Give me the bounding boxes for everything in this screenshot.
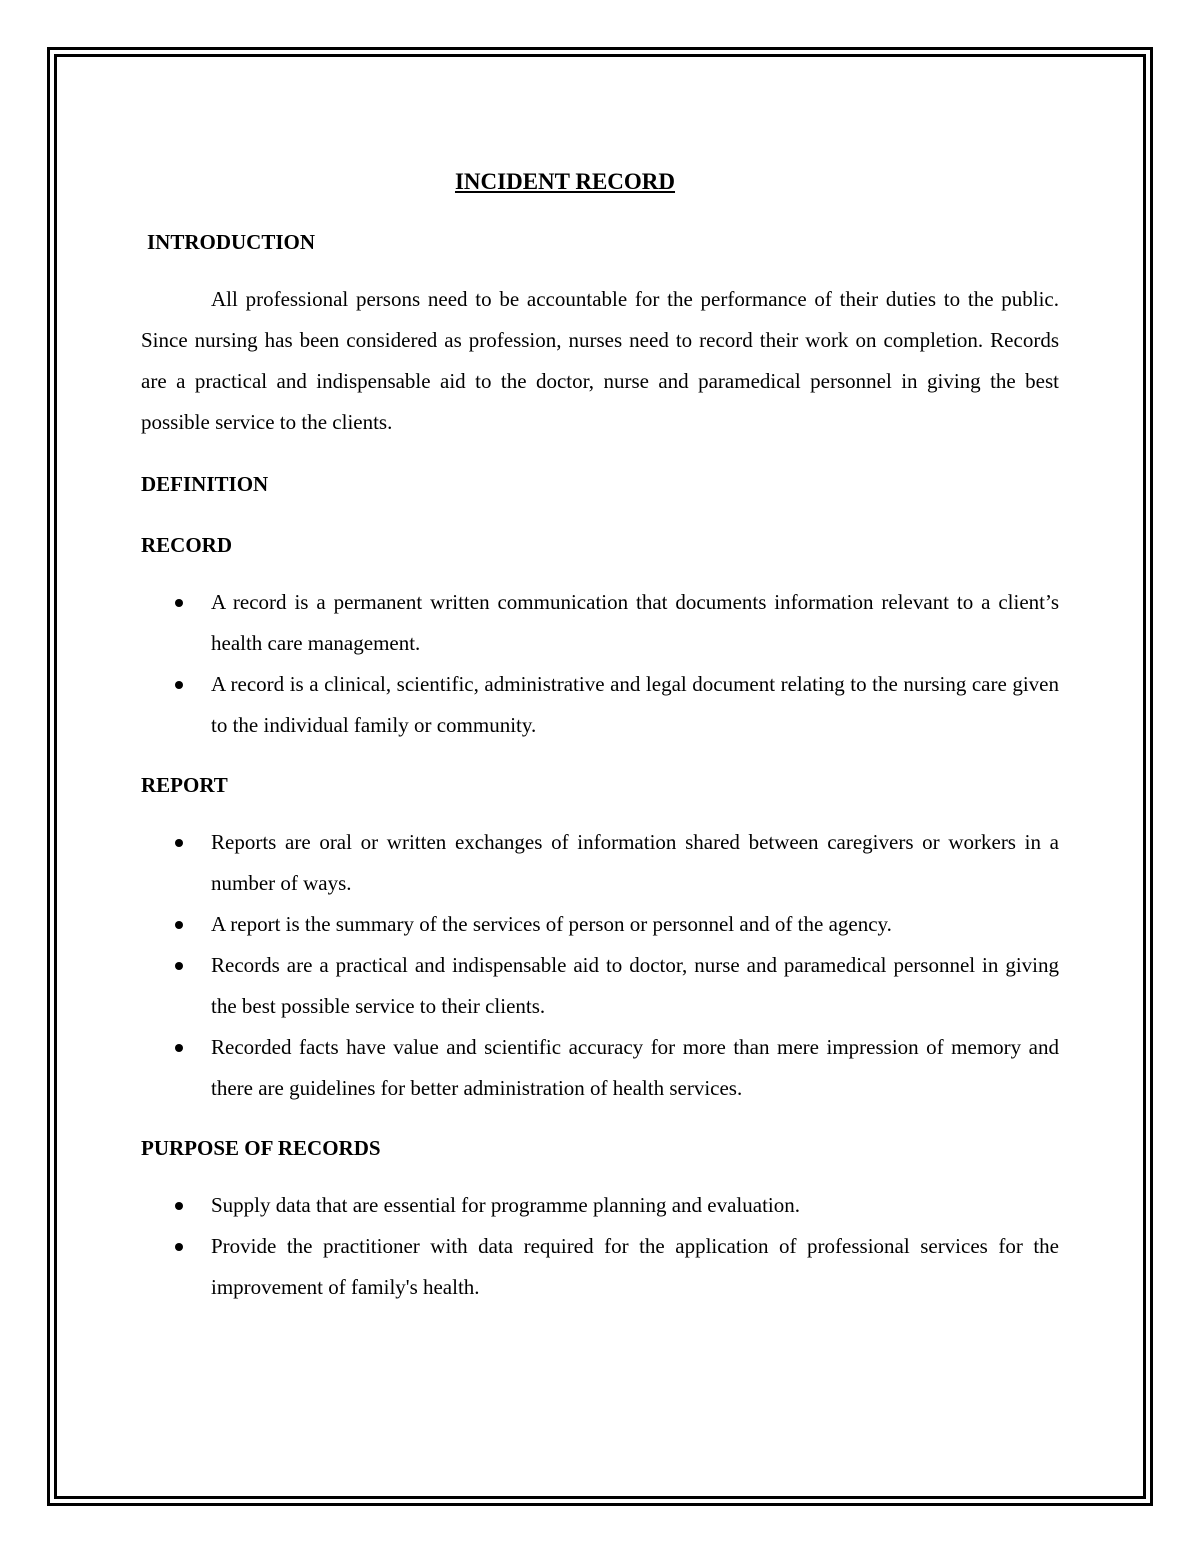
list-item [141,582,1059,664]
list-item-text: Recorded facts have value and scientific accuracy for more than mere impression of memory and there are guidelines for better administration of health services. [211,1035,1059,1100]
list-item [141,1185,1059,1226]
spacer [141,499,1059,530]
list-item-text: Records are a practical and indispensable aid to doctor, nurse and paramedical personnel in giving the best possible service to their clients. [211,953,1059,1018]
purpose-list [141,1185,1059,1308]
introduction-paragraph: All professional persons need to be accountable for the performance of their duties to the public. Since nursing has been considered as profession, nurses need to record their work on completion. Records are a practical and indispensable aid to the doctor, nurse and paramedical personnel in giving the best possible service to the clients. [141,287,1059,434]
list-item-text: Provide the practitioner with data required for the application of professional services for the improvement of family's health. [211,1234,1059,1299]
list-item [141,945,1059,1027]
list-item [141,904,1059,945]
list-item [141,822,1059,904]
bullet-icon [175,962,183,970]
document-title: INCIDENT RECORD [454,169,676,194]
heading-report: REPORT [141,773,228,797]
list-item-text: Supply data that are essential for programme planning and evaluation. [211,1193,800,1217]
list-item-text: A record is a clinical, scientific, administrative and legal document relating to the nursing care given to the individual family or community. [211,672,1059,737]
bullet-icon [175,1202,183,1210]
bullet-icon [175,1044,183,1052]
heading-definition: DEFINITION [141,472,269,496]
list-item-text: A record is a permanent written communication that documents information relevant to a client’s health care management. [211,590,1059,655]
heading-record: RECORD [141,533,233,557]
document-body [141,165,1059,1332]
bullet-icon [175,599,183,607]
bullet-icon [175,839,183,847]
record-list [141,582,1059,746]
bullet-icon [175,681,183,689]
list-item-text: Reports are oral or written exchanges of information shared between caregivers or workers in a number of ways. [211,830,1059,895]
list-item [141,1027,1059,1109]
bullet-icon [175,1243,183,1251]
report-list [141,822,1059,1109]
list-item [141,1226,1059,1308]
list-item-text: A report is the summary of the services of person or personnel and of the agency. [211,912,892,936]
heading-introduction: INTRODUCTION [147,230,316,254]
list-item [141,664,1059,746]
heading-purpose-of-records: PURPOSE OF RECORDS [141,1136,381,1160]
bullet-icon [175,921,183,929]
